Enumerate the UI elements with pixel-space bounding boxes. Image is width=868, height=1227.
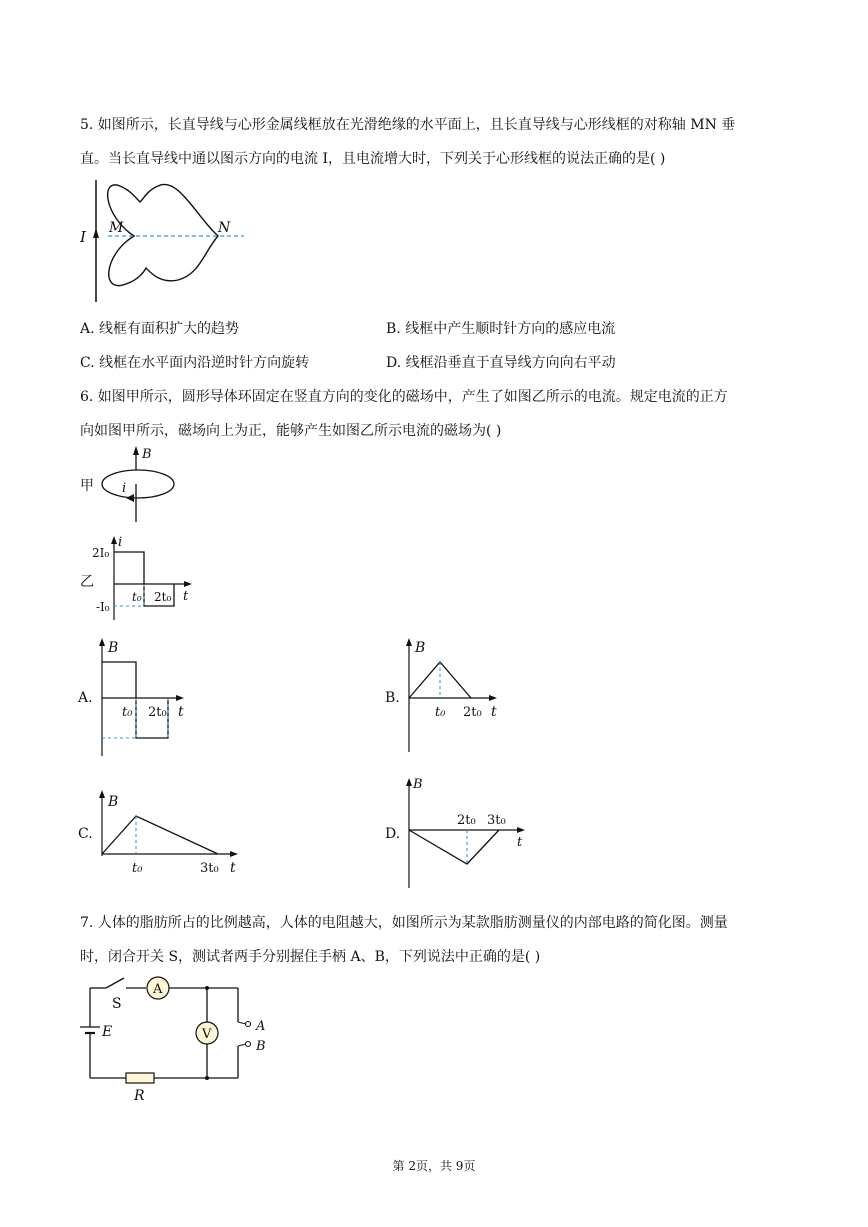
q6-option-a-y: B (108, 640, 119, 656)
q6-option-d-label: D. (385, 826, 401, 842)
q5-stem-line2: 直。当长直导线中通以图示方向的电流 I，且电流增大时，下列关于心形线框的说法正确的是( ) (80, 151, 666, 167)
q6-yi-x-axis: t (183, 589, 189, 604)
q6-option-d-graph (383, 772, 533, 890)
q6-option-d-y: B (413, 777, 423, 792)
q6-stem-line1: 6. 如图甲所示，圆形导体环固定在竖直方向的变化的磁场中，产生了如图乙所示的电流。规定电流的正方 (80, 389, 728, 405)
q6-option-d-t1: 2t₀ (457, 813, 476, 828)
q5-figure-heart-loop (78, 176, 258, 306)
q6-option-b-y: B (415, 640, 426, 656)
q6-yi-y-top: 2I₀ (92, 546, 110, 560)
q6-option-d-t2: 3t₀ (487, 813, 506, 828)
q6-yi-x2: 2t₀ (154, 590, 172, 604)
q6-jia-axis-b: B (142, 447, 152, 462)
q7-stem-line1: 7. 人体的脂肪所占的比例越高，人体的电阻越大，如图所示为某款脂肪测量仪的内部电路的简化图。测量 (80, 915, 728, 931)
q7-voltmeter: V (202, 1027, 212, 1042)
q7-handle-a: A (256, 1019, 266, 1034)
q6-yi-label: 乙 (80, 574, 94, 590)
q6-jia-current-i: i (122, 481, 127, 496)
q6-figure-jia-ring (78, 444, 188, 524)
q7-label-switch: S (112, 996, 122, 1012)
q6-option-b-x: t (491, 704, 497, 720)
q6-option-c-t2: 3t₀ (200, 861, 219, 876)
q6-option-b-t2: 2t₀ (463, 705, 482, 720)
q6-option-b-graph (383, 634, 513, 759)
q6-stem-line2: 向如图甲所示，磁场向上为正，能够产生如图乙所示电流的磁场为( ) (80, 423, 502, 439)
q6-jia-label: 甲 (80, 478, 94, 494)
q5-option-a: A. 线框有面积扩大的趋势 (80, 321, 240, 337)
q6-figure-yi-current-graph (78, 534, 203, 624)
q5-label-m: M (109, 220, 124, 236)
q6-option-c-t1: t₀ (132, 861, 143, 876)
q6-option-b-label: B. (385, 690, 400, 706)
q7-label-resistor: R (134, 1088, 145, 1104)
q6-yi-y-axis: i (118, 535, 123, 550)
q6-option-a-x: t (178, 704, 184, 720)
q5-stem-line1: 5. 如图所示，长直导线与心形金属线框放在光滑绝缘的水平面上，且长直导线与心形线框的对称轴 MN 垂 (80, 117, 736, 133)
q5-option-d: D. 线框沿垂直于直导线方向向右平动 (386, 355, 616, 371)
q5-option-b: B. 线框中产生顺时针方向的感应电流 (386, 321, 616, 337)
q6-yi-y-bottom: -I₀ (96, 600, 110, 614)
q6-option-c-label: C. (78, 826, 93, 842)
q5-label-n: N (218, 220, 231, 236)
q7-ammeter: A (153, 982, 163, 997)
q6-option-a-t1: t₀ (122, 705, 133, 720)
page-footer: 第 2页，共 9页 (392, 1159, 476, 1173)
q6-option-b-t1: t₀ (435, 705, 446, 720)
q6-option-d-x: t (517, 835, 523, 850)
q7-handle-b: B (256, 1039, 266, 1054)
q6-option-c-y: B (108, 794, 119, 810)
q7-circuit-diagram (78, 972, 278, 1102)
q7-stem-line2: 时，闭合开关 S，测试者两手分别握住手柄 A、B，下列说法中正确的是( ) (80, 949, 541, 965)
q6-option-c-graph (78, 786, 248, 881)
q6-option-a-t2: 2t₀ (148, 705, 167, 720)
q5-label-current: I (80, 228, 86, 246)
q6-option-a-graph (78, 634, 198, 759)
q6-yi-x1: t₀ (132, 590, 142, 604)
q7-label-source: E (102, 1024, 113, 1040)
q5-option-c: C. 线框在水平面内沿逆时针方向旋转 (80, 355, 310, 371)
q6-option-c-x: t (230, 860, 236, 876)
q6-option-a-label: A. (78, 690, 93, 706)
